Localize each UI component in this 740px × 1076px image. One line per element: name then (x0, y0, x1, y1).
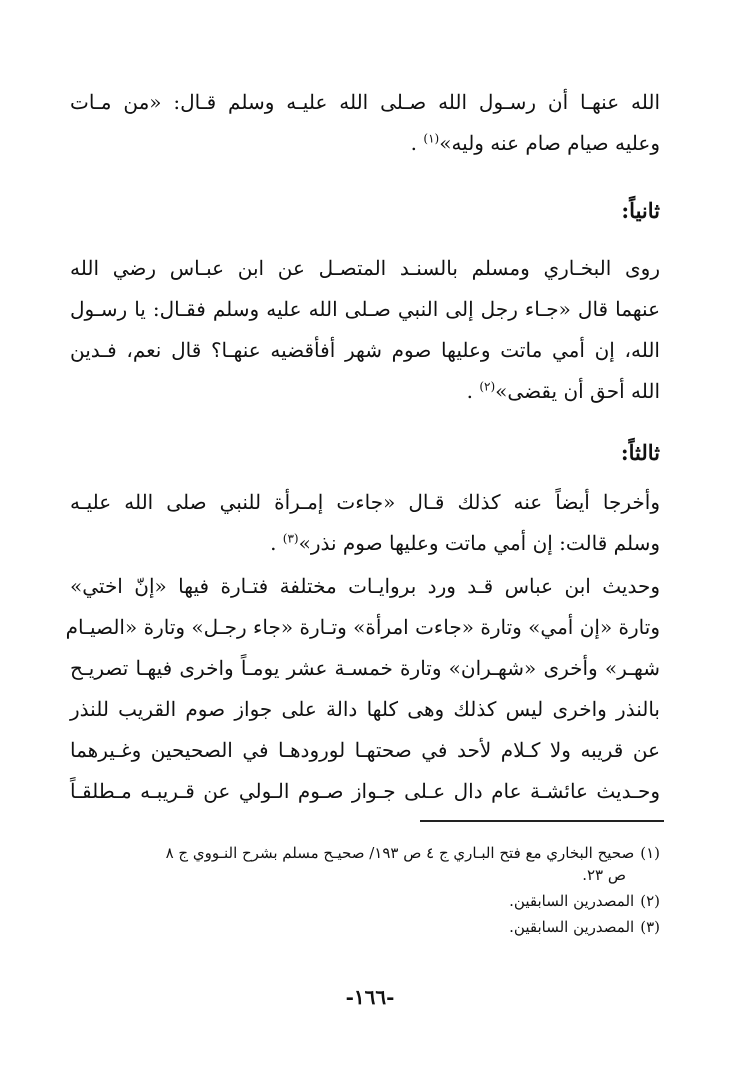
text-line: شهـر» وأخرى «شهـران» وتارة خمسـة عشر يومـاً واخرى فيهـا تصريـح (70, 656, 660, 680)
footnote-1 (70, 842, 660, 886)
footnote-number: (٢) (640, 892, 660, 910)
paragraph-three (70, 482, 660, 564)
footnote-number: (١) (640, 844, 660, 862)
text-line: بالنذر واخرى ليس كذلك وهى كلها دالة على جواز صوم القريب للنذر (70, 697, 660, 721)
text-line-with-ref: الله أحق أن يقضى»$^{(٢)}$ . (466, 379, 660, 403)
footnote-text: المصدرين السابقين. (509, 918, 635, 936)
footnote-2 (70, 890, 660, 912)
heading-two: ثانياً: (621, 198, 660, 223)
footnote-text: ص ٢٣. (582, 866, 626, 884)
footnote-text: صحيح البخاري مع فتح البـاري ج ٤ ص ١٩٣/ صحيـح مسلم بشرح النـووي ج ٨ (165, 844, 635, 862)
text-line: وحـديث عائشـة عام دال عـلى جـواز صـوم الـولي عن قـريبـه مـطلقـاً (70, 779, 660, 803)
footnote-line (70, 890, 660, 912)
footnote-number: (٣) (640, 918, 660, 936)
text-line: الله أحق أن يقضى» (495, 379, 660, 403)
paragraph-four (65, 566, 660, 812)
footnote-ref: (١) (423, 131, 440, 146)
text-line: وأخرجا أيضاً عنه كذلك قـال «جاءت إمـرأة للنبي صلى الله عليـه (70, 490, 660, 514)
footnote-line (70, 916, 660, 938)
text-line: الله، إن أمي ماتت وعليها صوم شهر أفأقضيه عنهـا؟ قال نعم، فـدين (70, 338, 660, 362)
text-line-with-ref: وسلم قالت: إن أمي ماتت وعليها صوم نذر»$^{(٣)}$ . (270, 531, 660, 555)
footnote-3 (70, 916, 660, 938)
page-number: -١٦٦- (345, 985, 395, 1009)
text-line: وتارة «إن أمي» وتارة «جاءت امرأة» وتـارة «جاء رجـل» وتارة «الصيـام (65, 615, 660, 639)
text-line: عن قريبه ولا كـلام لأحد في صحتهـا لورودهـا في الصحيحين وغـيرهما (70, 738, 660, 762)
footnote-text: المصدرين السابقين. (509, 892, 635, 910)
paragraph-two (70, 248, 660, 412)
text-line: عنهما قال «جـاء رجل إلى النبي صـلى الله عليه وسلم فقـال: يا رسـول (70, 297, 660, 321)
text-line: روى البخـاري ومسلم بالسنـد المتصـل عن ابن عبـاس رضي الله (70, 256, 660, 280)
footnote-divider (420, 820, 664, 822)
text-line: وعليه صيام صام عنه وليه» (439, 131, 660, 155)
footnote-line (70, 842, 660, 864)
heading-three: ثالثاً: (620, 440, 660, 465)
footnote-ref: (٣) (282, 531, 299, 546)
text-line: الله عنهـا أن رسـول الله صـلى الله عليـه وسلم قـال: «من مـات (70, 90, 660, 114)
footnote-ref: (٢) (479, 379, 496, 394)
text-line: وسلم قالت: إن أمي ماتت وعليها صوم نذر» (298, 531, 660, 555)
paragraph-top (70, 82, 660, 164)
text-line-with-ref: وعليه صيام صام عنه وليه»$^{(١)}$ . (410, 131, 660, 155)
text-line: وحديث ابن عباس قـد ورد بروايـات مختلفة فتـارة فيها «إنّ اختي» (70, 574, 660, 598)
